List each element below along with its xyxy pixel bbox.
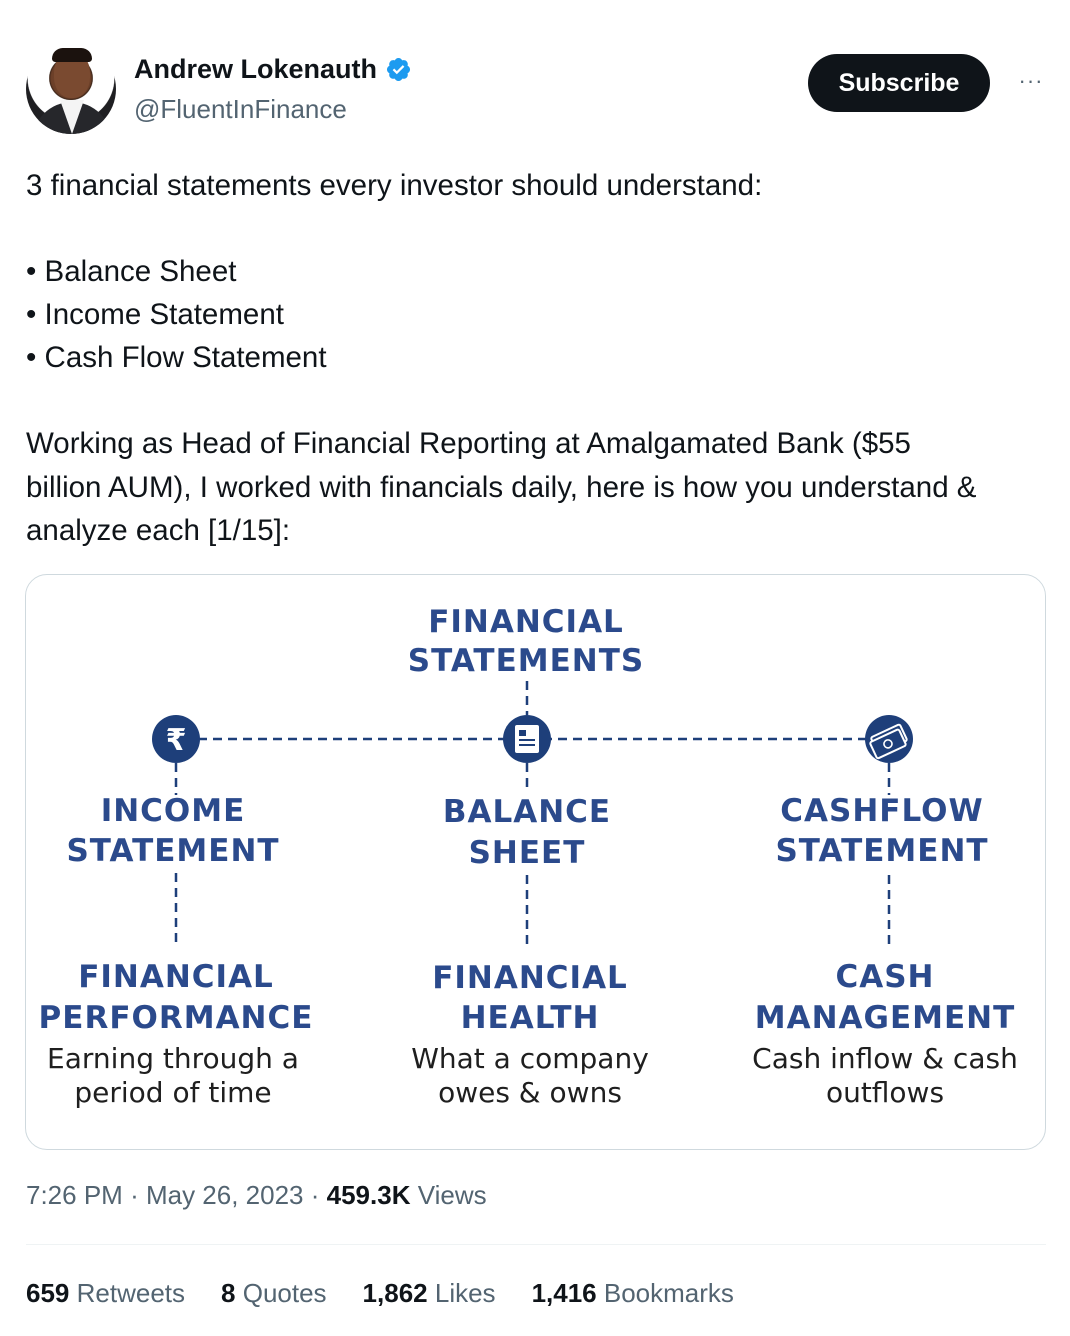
cashflow-statement-heading: STATEMENT <box>775 833 989 869</box>
bookmarks-count: 1,416 <box>531 1278 597 1308</box>
tweet-date[interactable]: May 26, 2023 <box>145 1180 304 1210</box>
cashflow-statement-heading: CASHFLOW <box>780 793 984 829</box>
income-description: Earning through a <box>47 1042 299 1075</box>
balance-sheet-heading: BALANCE <box>442 794 612 830</box>
engagement-stats <box>26 1278 734 1309</box>
more-options-icon[interactable]: ··· <box>1018 68 1044 93</box>
quotes-stat[interactable] <box>221 1278 327 1309</box>
bullet-item: • Income Statement <box>26 298 284 331</box>
financial-performance-label: FINANCIAL <box>78 959 274 995</box>
subscribe-button[interactable]: Subscribe <box>808 54 990 112</box>
cash-management-label: MANAGEMENT <box>754 1000 1016 1036</box>
meta-separator: · <box>130 1180 146 1210</box>
balance-sheet-heading: SHEET <box>468 835 586 871</box>
bullet-item: • Cash Flow Statement <box>26 341 327 374</box>
tweet-paragraph-line: billion AUM), I worked with financials daily, here is how you understand & <box>26 470 977 504</box>
bookmarks-label: Bookmarks <box>603 1278 734 1308</box>
author-handle[interactable]: @FluentInFinance <box>134 94 347 124</box>
likes-label: Likes <box>434 1278 496 1308</box>
retweets-count: 659 <box>26 1278 70 1308</box>
rupee-icon <box>152 715 200 763</box>
svg-text:₹: ₹ <box>165 723 187 758</box>
cash-management-label: CASH <box>835 959 935 995</box>
retweets-stat[interactable] <box>26 1278 185 1309</box>
financial-health-label: HEALTH <box>460 1000 600 1036</box>
retweets-label: Retweets <box>76 1278 186 1308</box>
tweet-time[interactable]: 7:26 PM <box>26 1180 123 1210</box>
tweet-paragraph-line: Working as Head of Financial Reporting at Amalgamated Bank ($55 <box>26 427 911 460</box>
bullet-item: • Balance Sheet <box>26 255 237 288</box>
financial-statements-diagram <box>26 575 1046 1150</box>
balance-description: What a company <box>411 1042 649 1075</box>
tweet-intro: 3 financial statements every investor should understand: <box>26 169 763 202</box>
quotes-label: Quotes <box>242 1278 327 1308</box>
likes-stat[interactable] <box>363 1278 496 1309</box>
meta-separator: · <box>310 1180 327 1210</box>
author-name[interactable]: Andrew Lokenauth <box>134 54 378 84</box>
cashflow-description: outflows <box>825 1076 945 1109</box>
views-label: Views <box>417 1180 487 1210</box>
financial-performance-label: PERFORMANCE <box>38 1000 314 1036</box>
income-description: period of time <box>74 1076 272 1109</box>
cash-icon <box>865 715 913 763</box>
tweet-text <box>26 164 1056 553</box>
diagram-title-line: FINANCIAL <box>428 604 624 640</box>
income-statement-heading: INCOME <box>100 793 246 829</box>
tweet-header <box>26 44 1046 140</box>
cashflow-description: Cash inflow & cash <box>752 1042 1018 1075</box>
likes-count: 1,862 <box>362 1278 428 1308</box>
avatar[interactable] <box>26 44 116 134</box>
tweet-paragraph-line: analyze each [1/15]: <box>26 514 291 547</box>
tweet-meta <box>26 1180 487 1211</box>
author-name-row[interactable] <box>134 54 412 85</box>
verified-badge-icon <box>385 56 412 83</box>
views-count: 459.3K <box>326 1180 411 1210</box>
diagram-title-line: STATEMENTS <box>407 643 645 679</box>
financial-health-label: FINANCIAL <box>432 960 628 996</box>
document-icon <box>503 715 551 763</box>
divider <box>26 1244 1046 1245</box>
balance-description: owes & owns <box>438 1076 622 1109</box>
bookmarks-stat[interactable] <box>532 1278 734 1309</box>
tweet-image-card[interactable] <box>25 574 1046 1150</box>
quotes-count: 8 <box>221 1278 236 1308</box>
income-statement-heading: STATEMENT <box>66 833 280 869</box>
